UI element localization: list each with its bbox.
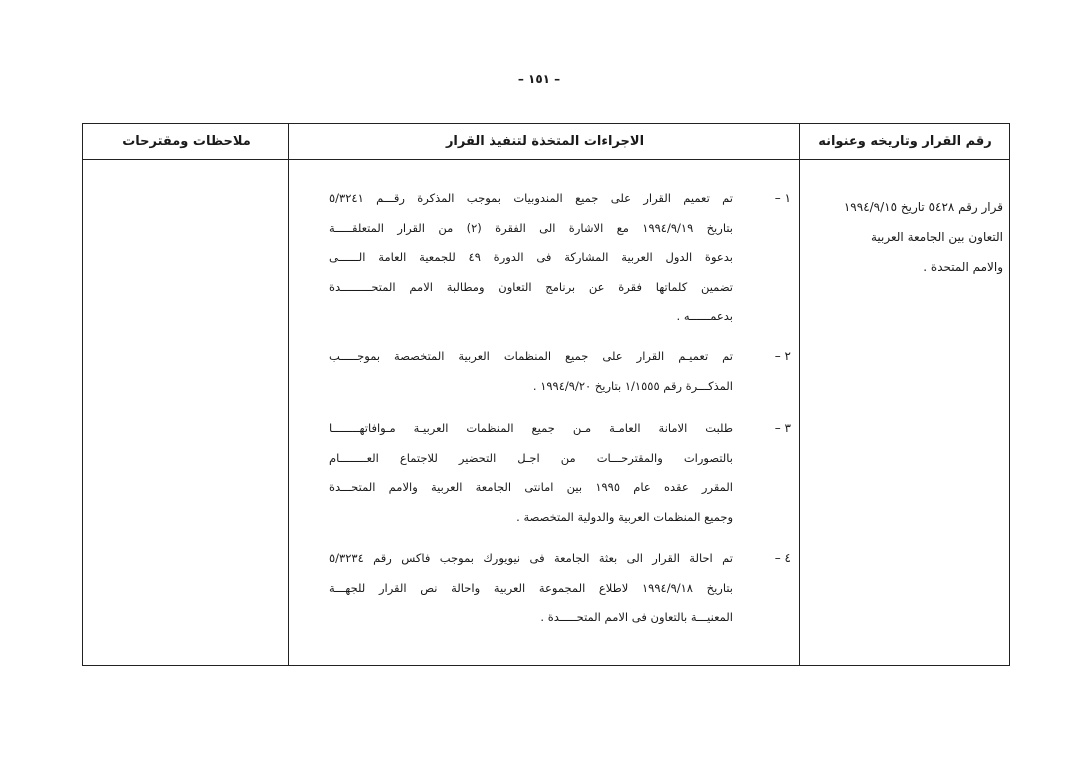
header-notes: ملاحظات ومقترحات (122, 134, 251, 149)
item-line: المقرر عقده عام ١٩٩٥ بين امانتى الجامعة العربية والامم المتحـــدة (329, 480, 733, 494)
table-header-row (83, 124, 1009, 160)
item-line: وجميع المنظمات العربية والدولية المتخصصة . (516, 509, 733, 524)
decisions-table (82, 123, 1010, 666)
procedures-cell (289, 160, 799, 665)
decision-text (803, 192, 1003, 282)
item-line: المعنيـــة بالتعاون فى الامم المتحـــــدة . (540, 610, 733, 624)
decision-line: والامم المتحدة . (923, 260, 1003, 274)
item-number: ٤ – (774, 551, 791, 565)
decision-line: التعاون بين الجامعة العربية (870, 230, 1003, 244)
item-line: طلبت الامانة العامـة مـن جميع المنظمات العربيـة مـوافاتهــــــــا (329, 421, 733, 435)
item-line: بتاريخ ١٩٩٤/٩/١٨ لاطلاع المجموعة العربية واحالة نص القرار للجهـــة (329, 580, 733, 595)
item-line: تم احالة القرار الى بعثة الجامعة فى نيويورك بموجب فاكس رقم ٥/٣٢٣٤ (329, 551, 733, 565)
item-line: بتاريخ ١٩٩٤/٩/١٩ مع الاشارة الى الفقرة (٢) من القرار المتعلقـــــة (329, 220, 733, 235)
decision-cell (801, 160, 1009, 665)
header-procedures: الاجراءات المتخذة لتنفيذ القرار (445, 134, 645, 149)
item-text (329, 544, 733, 633)
item-text (329, 184, 733, 332)
decision-line: قرار رقم ٥٤٢٨ تاريخ ١٩٩٤/٩/١٥ (843, 200, 1003, 214)
item-line: المذكـــرة رقم ١/١٥٥٥ بتاريخ ١٩٩٤/٩/٢٠ . (532, 378, 733, 393)
page-number: – ١٥١ – (517, 72, 561, 86)
item-text (329, 414, 733, 532)
header-decision: رقم القرار وتاريخه وعنوانه (818, 134, 992, 149)
item-line: تم تعميـم القرار على جميع المنظمات العربية المتخصصة بموجـــــب (329, 349, 733, 363)
column-divider-right (799, 124, 800, 665)
item-line: بدعوة الدول العربية المشاركة فى الدورة ٤٩ للجمعية العامة الــــــى (329, 250, 734, 264)
item-text (329, 342, 733, 401)
notes-cell (83, 160, 288, 665)
item-number: ٣ – (774, 421, 791, 435)
item-line: تضمين كلماتها فقرة عن برنامج التعاون ومطالبة الامم المتحـــــــــدة (329, 279, 733, 294)
item-line: بدعمــــــه . (676, 309, 733, 323)
item-line: بالتصورات والمقترحـــات من اجـل التحضير للاجتماع العــــــــام (329, 450, 733, 465)
item-number: ١ – (774, 191, 791, 205)
item-line: تم تعميم القرار على جميع المندوبيات بموجب المذكرة رقـــم ٥/٣٢٤١ (329, 191, 733, 205)
item-number: ٢ – (774, 349, 791, 363)
